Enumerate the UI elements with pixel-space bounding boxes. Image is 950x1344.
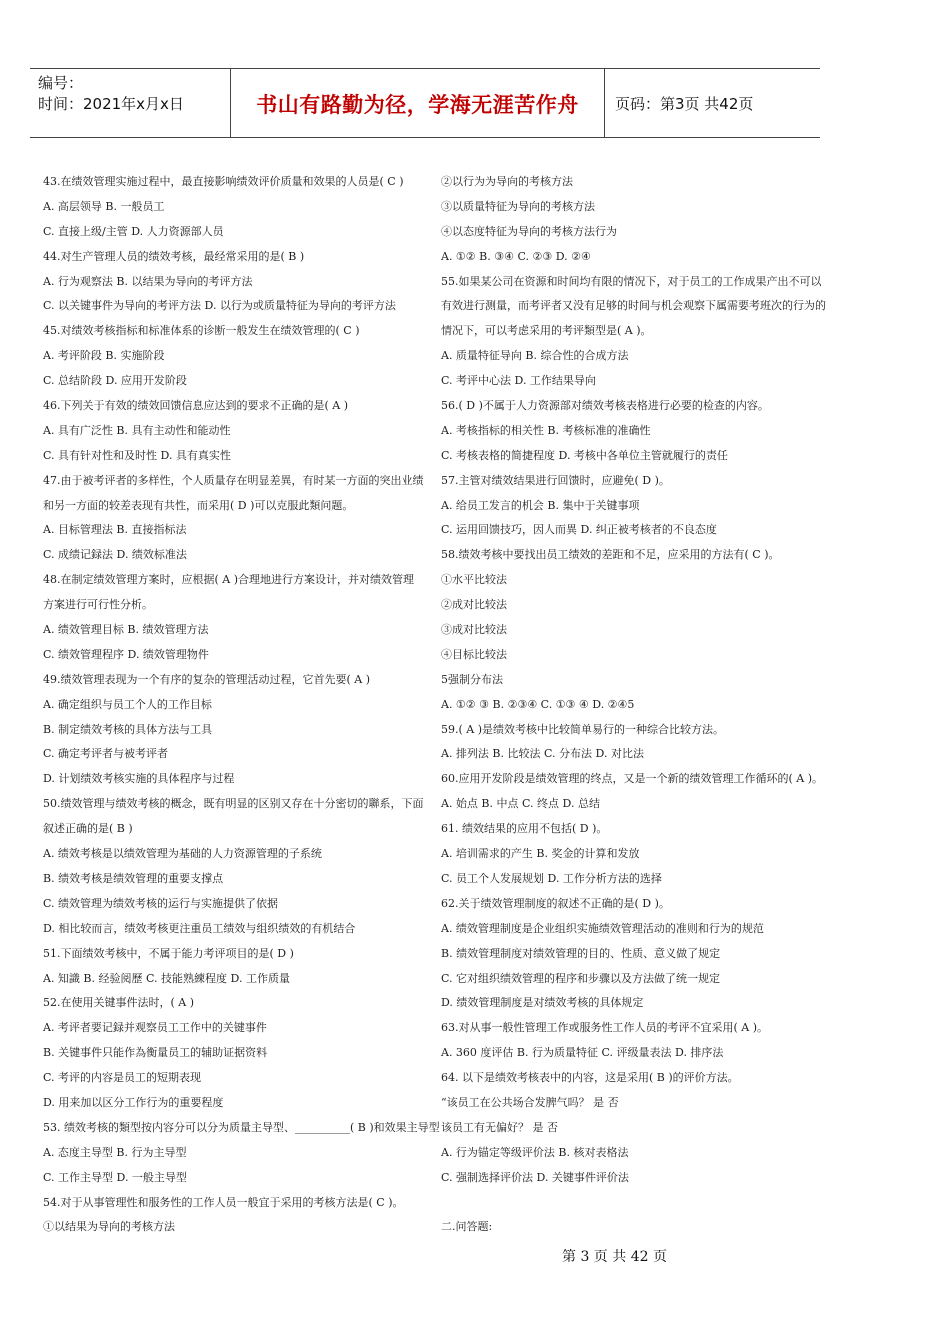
text-line: 该员工有无偏好？ 是 否 — [441, 1120, 558, 1134]
text-line: A. 行为观察法 B. 以结果为导向的考评方法 — [43, 274, 253, 288]
text-line: 47.由于被考评者的多样性，个人质量存在明显差異，有时某一方面的突出业绩 — [43, 473, 424, 487]
text-line: 叙述正确的是( B ) — [43, 822, 133, 836]
text-line: ④以态度特征为导向的考核方法行为 — [441, 224, 617, 238]
text-line: A. 考评者要记録并观察员工工作中的关键事件 — [43, 1021, 267, 1035]
text-line: C. 以关键事件为导向的考评方法 D. 以行为或质量特征为导向的考评方法 — [43, 299, 396, 313]
text-line: ②以行为为导向的考核方法 — [441, 175, 573, 188]
header-divider — [604, 69, 605, 137]
text-line: 56.( D )不属于人力资源部对绩效考核表格进行必要的检查的内容。 — [441, 399, 769, 413]
text-line: B. 绩效考核是绩效管理的重要支撑点 — [43, 871, 224, 885]
text-line: A. ①② B. ③④ C. ②③ D. ②④ — [441, 249, 591, 263]
text-line: 61. 绩效结果的应用不包括( D )。 — [441, 822, 608, 836]
text-line: 60.应用开发阶段是绩效管理的终点，又是一个新的绩效管理工作循环的( A )。 — [441, 772, 824, 786]
text-line: A. 绩效考核是以绩效管理为基础的人力资源管理的子系统 — [43, 847, 322, 861]
text-line: 44.对生产管理人员的绩效考核，最经常采用的是( B ) — [43, 249, 305, 263]
text-line: 二.问答题: — [441, 1220, 493, 1234]
text-line: C. 考评的内容是员工的短期表现 — [43, 1071, 202, 1085]
text-line: 5强制分布法 — [441, 672, 503, 686]
text-line: A. 行为锚定等级评价法 B. 核对表格法 — [441, 1145, 629, 1159]
text-line: A. 高层领导 B. 一般员工 — [43, 199, 165, 213]
text-line: ④目标比较法 — [441, 647, 507, 661]
text-line: D. 相比较而言，绩效考核更注重员工绩效与组织绩效的有机结合 — [43, 921, 356, 935]
page-footer: 第 3 页 共 42 页 — [562, 1249, 667, 1265]
text-line: C. 强制选择评价法 D. 关键事件评价法 — [441, 1170, 629, 1184]
left-column — [43, 170, 440, 1240]
text-line: 58.绩效考核中要找出员工绩效的差距和不足，应采用的方法有( C )。 — [441, 548, 780, 562]
text-line: C. 考评中心法 D. 工作结果导向 — [441, 374, 596, 388]
text-line: 64. 以下是绩效考核表中的内容，这是采用( B )的评价方法。 — [441, 1071, 739, 1085]
text-line: C. 它对组织绩效管理的程序和步骤以及方法做了统一规定 — [441, 971, 721, 985]
text-line: D. 计划绩效考核实施的具体程序与过程 — [43, 772, 235, 786]
text-line: D. 绩效管理制度是对绩效考核的具体规定 — [441, 996, 644, 1010]
text-line: 52.在使用关键事件法时，( A ) — [43, 996, 195, 1010]
text-line: 48.在制定绩效管理方案时，应根据( A )合理地进行方案设计，并对绩效管理 — [43, 573, 415, 587]
text-line: C. 绩效管理程序 D. 绩效管理物件 — [43, 647, 209, 661]
text-line: B. 绩效管理制度对绩效管理的目的、性质、意义做了规定 — [441, 946, 721, 960]
text-line: 情况下，可以考虑采用的考评類型是( A )。 — [441, 324, 652, 338]
text-line: B. 制定绩效考核的具体方法与工具 — [43, 722, 213, 736]
text-line: C. 成绩记録法 D. 绩效标准法 — [43, 548, 187, 562]
header-motto: 书山有路勤为径，学海无涯苦作舟 — [256, 93, 579, 117]
text-line: A. 绩效管理目标 B. 绩效管理方法 — [43, 623, 209, 637]
text-line: 57.主管对绩效结果进行回馈时，应避免( D )。 — [441, 473, 670, 487]
text-line: ③以质量特征为导向的考核方法 — [441, 199, 595, 213]
text-line: A. 培训需求的产生 B. 奖金的计算和发放 — [441, 847, 640, 861]
text-line: A. 确定组织与员工个人的工作目标 — [43, 697, 212, 711]
text-line: 62.关于绩效管理制度的叙述不正确的是( D )。 — [441, 896, 670, 910]
text-line: C. 绩效管理为绩效考核的运行与实施提供了依据 — [43, 896, 279, 910]
text-line: C. 直接上级/主管 D. 人力资源部人员 — [43, 224, 224, 238]
text-line: 方案进行可行性分析。 — [43, 598, 153, 612]
text-line: “该员工在公共场合发脾气吗？ 是 否 — [441, 1095, 619, 1109]
text-line: A. 态度主导型 B. 行为主导型 — [43, 1145, 187, 1159]
text-line: C. 考核表格的简捷程度 D. 考核中各单位主管就履行的责任 — [441, 448, 728, 462]
text-line — [441, 1191, 841, 1216]
text-line: C. 员工个人发展规划 D. 工作分析方法的选择 — [441, 871, 662, 885]
text-line: A. 始点 B. 中点 C. 终点 D. 总结 — [441, 797, 600, 811]
text-line: A. 考核指标的相关性 B. 考核标准的准确性 — [441, 423, 651, 437]
text-line: C. 具有针对性和及时性 D. 具有真实性 — [43, 448, 231, 462]
text-line: A. 质量特征导向 B. 综合性的合成方法 — [441, 349, 629, 363]
text-line: ①水平比较法 — [441, 573, 507, 587]
number-label: 编号： — [38, 74, 84, 92]
text-line: A. ①② ③ B. ②③④ C. ①③ ④ D. ②④5 — [441, 697, 635, 711]
text-line: A. 绩效管理制度是企业组织实施绩效管理活动的准则和行为的规范 — [441, 921, 764, 935]
text-line: ②成对比较法 — [441, 598, 507, 612]
time-label: 时间：2021年x月x日 — [38, 95, 184, 113]
text-line: 63.对从事一般性管理工作或服务性工作人员的考评不宜采用( A )。 — [441, 1021, 769, 1035]
text-line: 49.绩效管理表现为一个有序的复杂的管理活动过程，它首先要( A ) — [43, 672, 371, 686]
text-line: C. 总结阶段 D. 应用开发阶段 — [43, 374, 187, 388]
text-line: ①以结果为导向的考核方法 — [43, 1220, 175, 1234]
text-line: D. 用来加以区分工作行为的重要程度 — [43, 1095, 224, 1109]
text-line: A. 知識 B. 经验阅歷 C. 技能熟練程度 D. 工作质量 — [43, 971, 290, 985]
text-line: C. 工作主导型 D. 一般主导型 — [43, 1170, 187, 1184]
text-line: C. 确定考评者与被考评者 — [43, 747, 169, 761]
text-line: A. 考评阶段 B. 实施阶段 — [43, 349, 165, 363]
text-line: 59.( A )是绩效考核中比较简单易行的一种综合比较方法。 — [441, 722, 725, 736]
text-line: A. 给员工发言的机会 B. 集中于关键事项 — [441, 498, 640, 512]
text-line: A. 目标管理法 B. 直接指标法 — [43, 523, 187, 537]
header-page-label: 页码：第3页 共42页 — [615, 95, 754, 113]
text-line: 43.在绩效管理实施过程中，最直接影响绩效评价质量和效果的人员是( C ) — [43, 175, 404, 188]
text-line: 55.如果某公司在资源和时间均有限的情况下，对于员工的工作成果产出不可以 — [441, 274, 822, 288]
text-line: C. 运用回馈技巧，因人而異 D. 纠正被考核者的不良态度 — [441, 523, 717, 537]
text-line: 45.对绩效考核指标和标准体系的诊断一般发生在绩效管理的( C ) — [43, 324, 360, 338]
text-line: 和另一方面的较差表现有共性，而采用( D )可以克服此類问题。 — [43, 498, 354, 512]
right-column — [441, 170, 841, 1240]
text-line: 有效进行测量，而考评者又没有足够的时间与机会观察下属需要考班次的行为的 — [441, 299, 826, 313]
header-meta — [38, 73, 233, 115]
text-line: 54.对于从事管理性和服务性的工作人员一般宜于采用的考核方法是( C )。 — [43, 1195, 404, 1209]
text-line: 51.下面绩效考核中，不属于能力考评项目的是( D ) — [43, 946, 294, 960]
text-line: A. 具有广泛性 B. 具有主动性和能动性 — [43, 423, 231, 437]
text-line: A. 排列法 B. 比较法 C. 分布法 D. 对比法 — [441, 747, 644, 761]
page-header — [30, 68, 820, 138]
text-line: 50.绩效管理与绩效考核的概念，既有明显的区别又存在十分密切的聯系，下面 — [43, 797, 424, 811]
text-line: ③成对比较法 — [441, 623, 507, 637]
text-line: 46.下列关于有效的绩效回馈信息应达到的要求不正确的是( A ) — [43, 399, 349, 413]
text-line: B. 关键事件只能作為衡量员工的辅助证据资料 — [43, 1046, 268, 1060]
text-line: A. 360 度评估 B. 行为质量特征 C. 评级量表法 D. 排序法 — [441, 1046, 724, 1060]
text-line: 53. 绩效考核的類型按内容分可以分为质量主导型、__________( B )和效果主导型 — [43, 1120, 440, 1134]
